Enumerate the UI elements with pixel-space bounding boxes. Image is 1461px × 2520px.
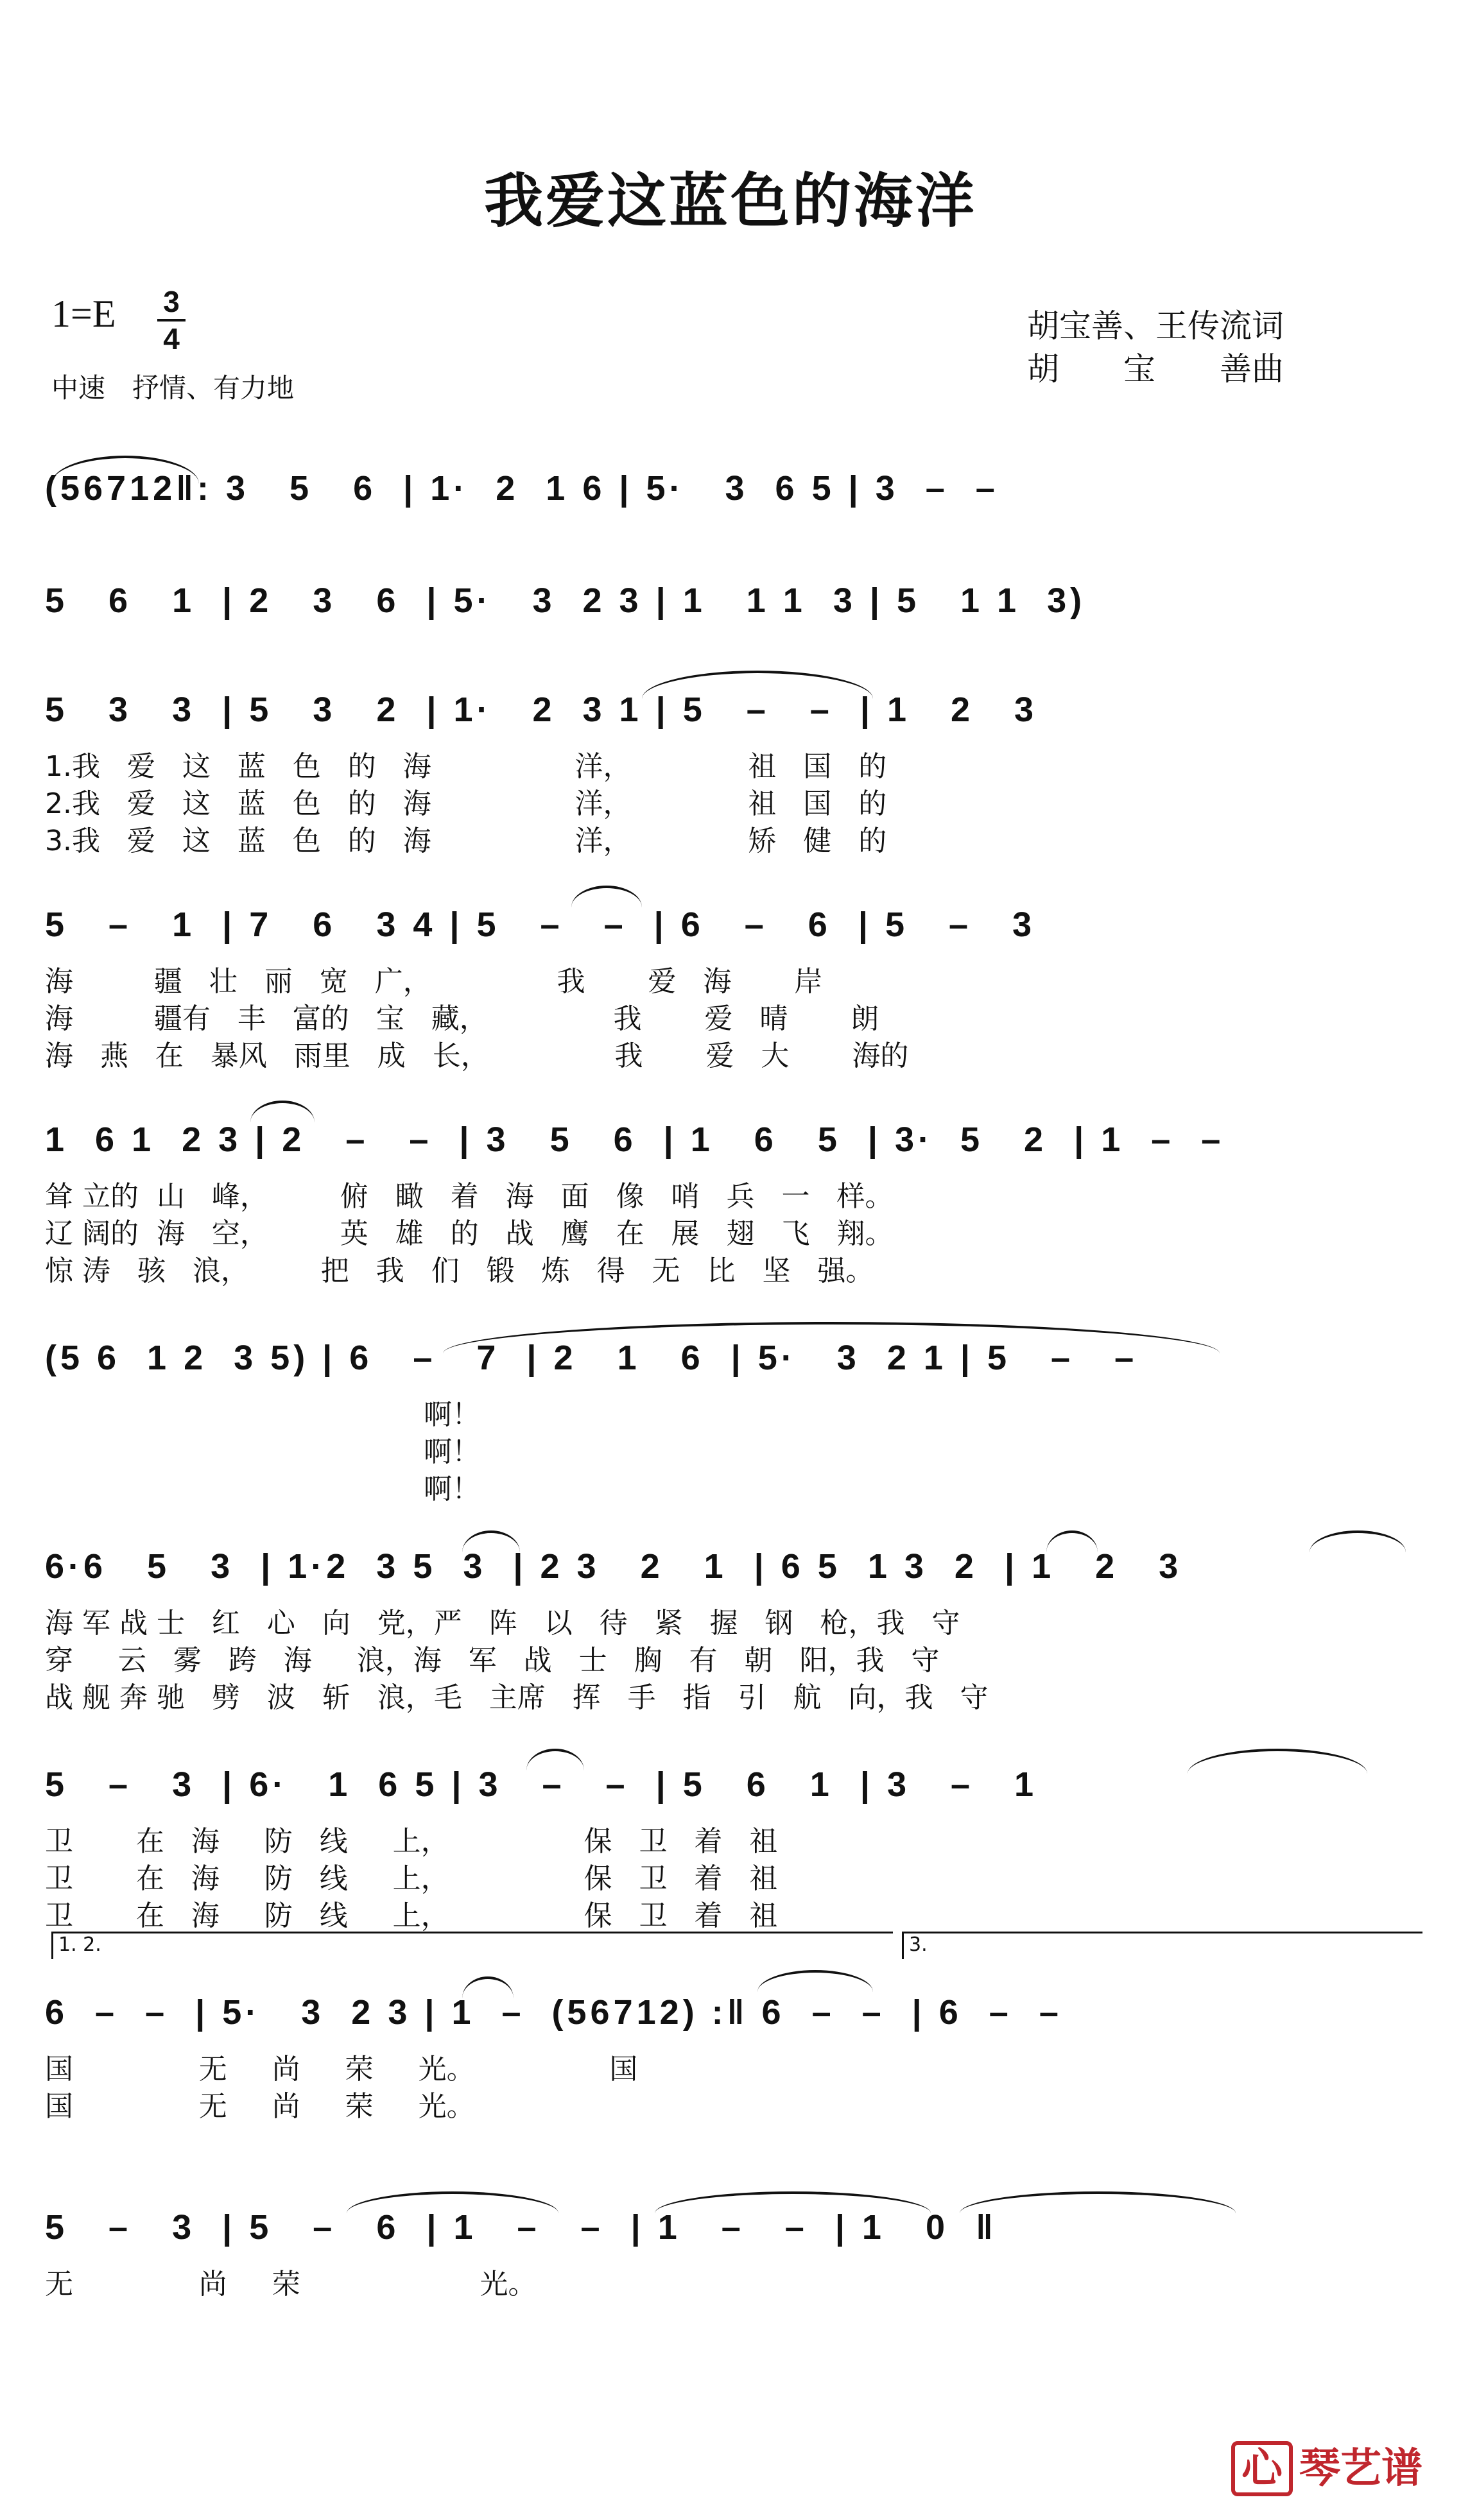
lyric-line: 惊 涛 骇 浪， 把 我 们 锻 炼 得 无 比 坚 强。 bbox=[45, 1255, 874, 1287]
slur-mark bbox=[1046, 1530, 1098, 1552]
notation-row: 5 3 3 | 5 3 2 | 1· 2 3 1 | 5 – – | 1 2 3 bbox=[45, 690, 1038, 729]
time-signature bbox=[157, 286, 186, 355]
lyric-line: 海 疆 壮 丽 宽 广， 我 爱 海 岸 bbox=[45, 965, 823, 998]
notation-row: (5 6 1 2 3 5) | 6 – 7 | 2 1 6 | 5· 3 2 1 | 5 – – bbox=[45, 1339, 1138, 1377]
time-sig-top: 3 bbox=[163, 285, 180, 318]
notation-row: 1 6 1 2 3 | 2 – – | 3 5 6 | 1 6 5 | 3· 5 2 | 1 – – bbox=[45, 1120, 1225, 1159]
notation-row: 5 – 3 | 6· 1 6 5 | 3 – – | 5 6 1 | 3 – 1 bbox=[45, 1765, 1038, 1804]
lyricist-credit: 胡宝善、王传流词 bbox=[1027, 307, 1284, 345]
watermark-logo bbox=[1231, 2435, 1422, 2494]
slur-mark bbox=[347, 2191, 558, 2213]
logo-icon: 心 bbox=[1231, 2441, 1293, 2496]
time-sig-line bbox=[157, 319, 186, 321]
slur-mark bbox=[1188, 1749, 1367, 1774]
watermark-text: 琴艺谱 bbox=[1299, 2445, 1422, 2492]
slur-mark bbox=[250, 1101, 315, 1122]
lyric-line: 国 无 尚 荣 光。 国 bbox=[45, 2053, 638, 2086]
lyric-line: 2.我 爱 这 蓝 色 的 海 洋， 祖 国 的 bbox=[45, 787, 887, 820]
lyric-line: 啊！ bbox=[424, 1398, 480, 1431]
slur-mark bbox=[443, 1322, 1220, 1353]
lyric-line: 辽 阔的 海 空， 英 雄 的 战 鹰 在 展 翅 飞 翔。 bbox=[45, 1217, 894, 1250]
time-sig-bottom: 4 bbox=[163, 322, 180, 356]
song-title: 我爱这蓝色的海洋 bbox=[483, 166, 977, 236]
lyric-line: 啊！ bbox=[424, 1473, 480, 1505]
lyric-line: 海 燕 在 暴风 雨里 成 长， 我 爱 大 海的 bbox=[45, 1040, 909, 1072]
composer-credit: 胡 宝 善曲 bbox=[1027, 350, 1284, 388]
lyric-line: 卫 在 海 防 线 上， 保 卫 着 祖 bbox=[45, 1862, 778, 1895]
lyric-line: 啊！ bbox=[424, 1436, 480, 1468]
lyric-line: 战 舰 奔 驰 劈 波 斩 浪，毛 主席 挥 手 指 引 航 向，我 守 bbox=[45, 1681, 989, 1714]
notation-row: 5 – 1 | 7 6 3 4 | 5 – – | 6 – 6 | 5 – 3 bbox=[45, 905, 1036, 944]
lyric-line: 无 尚 荣 光。 bbox=[45, 2268, 537, 2301]
lyric-line: 穿 云 雾 跨 海 浪，海 军 战 士 胸 有 朝 阳，我 守 bbox=[45, 1644, 940, 1677]
lyric-line: 海 疆有 丰 富的 宝 藏， 我 爱 晴 朗 bbox=[45, 1002, 879, 1035]
slur-mark bbox=[757, 1970, 873, 1992]
volta-1-2: 1. 2. bbox=[51, 1932, 893, 1959]
notation-row: 5 – 3 | 5 – 6 | 1 – – | 1 – – | 1 0 ‖ bbox=[45, 2208, 997, 2247]
slur-mark bbox=[526, 1749, 584, 1770]
key-signature: 1=E bbox=[51, 293, 116, 335]
lyric-line: 海 军 战 士 红 心 向 党，严 阵 以 待 紧 握 钢 枪，我 守 bbox=[45, 1607, 960, 1640]
slur-mark bbox=[51, 456, 199, 484]
slur-mark bbox=[1310, 1530, 1406, 1552]
lyric-line: 卫 在 海 防 线 上， 保 卫 着 祖 bbox=[45, 1825, 778, 1858]
lyric-line: 耸 立的 山 峰， 俯 瞰 着 海 面 像 哨 兵 一 样。 bbox=[45, 1180, 894, 1213]
slur-mark bbox=[642, 671, 873, 699]
slur-mark bbox=[655, 2191, 931, 2213]
slur-mark bbox=[462, 1976, 514, 1998]
notation-row: 5 6 1 | 2 3 6 | 5· 3 2 3 | 1 1 1 3 | 5 1 1 3) bbox=[45, 581, 1086, 620]
notation-row: 6 – – | 5· 3 2 3 | 1 – (56712) :‖ 6 – – | 6 – – bbox=[45, 1993, 1062, 2032]
notation-row: (56712‖: 3 5 6 | 1· 2 1 6 | 5· 3 6 5 | 3 – – bbox=[45, 469, 999, 508]
slur-mark bbox=[462, 1530, 520, 1552]
volta-3: 3. bbox=[902, 1932, 1422, 1959]
lyric-line: 国 无 尚 荣 光。 bbox=[45, 2090, 475, 2123]
tempo-marking: 中速 抒情、有力地 bbox=[51, 372, 295, 404]
lyric-line: 卫 在 海 防 线 上， 保 卫 着 祖 bbox=[45, 1899, 778, 1932]
notation-row: 6·6 5 3 | 1·2 3 5 3 | 2 3 2 1 | 6 5 1 3 2 | 1 2 3 bbox=[45, 1547, 1182, 1586]
lyric-line: 3.我 爱 这 蓝 色 的 海 洋， 矫 健 的 bbox=[45, 825, 887, 857]
lyric-line: 1.我 爱 这 蓝 色 的 海 洋， 祖 国 的 bbox=[45, 750, 887, 783]
slur-mark bbox=[571, 886, 642, 907]
slur-mark bbox=[960, 2191, 1236, 2213]
